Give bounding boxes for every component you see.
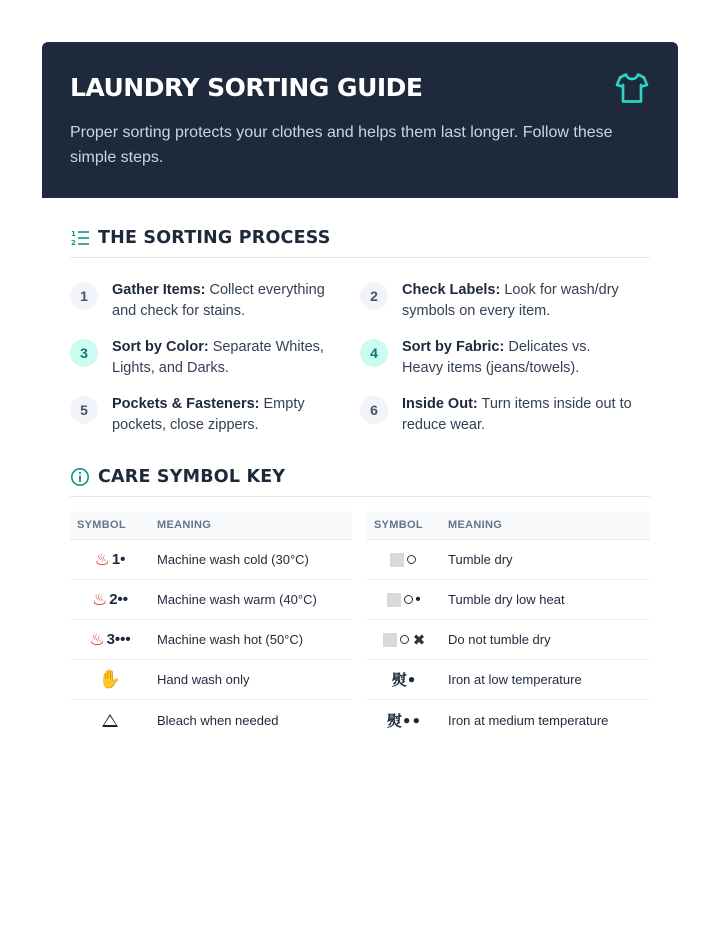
cross-icon: ✖	[412, 631, 426, 649]
wash-level: 1•	[111, 551, 126, 568]
symbol-meaning: Hand wash only	[157, 672, 250, 687]
step-number: 1	[70, 282, 98, 310]
numbered-list-icon	[70, 228, 90, 248]
tumble-dry-icon	[367, 631, 441, 649]
step-description: Collect everything and check for stains.	[112, 282, 325, 319]
table-header	[367, 511, 650, 540]
step-number: 2	[360, 282, 388, 310]
table-row	[367, 660, 650, 700]
column-header-meaning: MEANING	[448, 519, 503, 531]
symbol-meaning: Iron at medium temperature	[448, 712, 609, 728]
iron-icon: 熨••	[386, 711, 422, 730]
step-item	[360, 280, 650, 323]
step-label: Pockets & Fasteners:	[112, 396, 260, 412]
iron-icon: 熨•	[391, 671, 417, 689]
header-banner	[42, 42, 678, 198]
step-label: Inside Out:	[402, 396, 478, 412]
column-header-meaning: MEANING	[157, 519, 212, 531]
care-symbol-table-right	[367, 511, 650, 740]
wash-level: 3•••	[106, 631, 131, 648]
hand-icon: ✋	[98, 669, 122, 689]
step-description: Delicates vs. Heavy items (jeans/towels).	[402, 339, 591, 376]
step-number: 5	[70, 396, 98, 424]
step-number: 4	[360, 339, 388, 367]
step-label: Sort by Color:	[112, 339, 209, 355]
step-item	[360, 394, 650, 437]
table-row	[70, 580, 352, 620]
symbol-meaning: Tumble dry	[448, 552, 513, 567]
wash-level: 2••	[109, 591, 129, 608]
tumble-dry-icon: •	[367, 591, 441, 608]
table-row	[70, 540, 352, 580]
care-symbol-heading	[70, 457, 650, 497]
sorting-process-heading	[70, 218, 650, 258]
care-symbol-table-left	[70, 511, 352, 740]
wash-tub-icon: ♨	[89, 629, 105, 649]
table-row	[367, 580, 650, 620]
column-header-symbol: SYMBOL	[77, 519, 126, 531]
section-title: CARE SYMBOL KEY	[98, 466, 286, 487]
step-label: Sort by Fabric:	[402, 339, 505, 355]
svg-text:1: 1	[71, 229, 76, 238]
step-item	[70, 280, 360, 323]
symbol-meaning: Iron at low temperature	[448, 672, 582, 687]
wash-tub-icon: ♨	[94, 549, 110, 569]
step-label: Check Labels:	[402, 282, 501, 298]
section-title: THE SORTING PROCESS	[98, 227, 331, 248]
step-description: Empty pockets, close zippers.	[112, 396, 305, 433]
shirt-icon	[614, 70, 650, 106]
table-row	[70, 660, 352, 700]
table-row	[70, 620, 352, 660]
step-item	[70, 337, 360, 380]
triangle-icon	[102, 714, 118, 727]
table-row	[367, 620, 650, 660]
page-subtitle: Proper sorting protects your clothes and helps them last longer. Follow these simple steps.	[70, 124, 613, 166]
step-label: Gather Items:	[112, 282, 206, 298]
step-number: 3	[70, 339, 98, 367]
step-description: Look for wash/dry symbols on every item.	[402, 282, 619, 319]
step-item	[70, 394, 360, 437]
column-header-symbol: SYMBOL	[374, 519, 423, 531]
info-icon	[70, 467, 90, 487]
step-description: Turn items inside out to reduce wear.	[402, 396, 632, 433]
table-header	[70, 511, 352, 540]
steps-grid	[70, 280, 650, 437]
tumble-dry-icon	[367, 553, 441, 567]
svg-text:2: 2	[71, 238, 76, 247]
symbol-meaning: Machine wash warm (40°C)	[157, 592, 317, 607]
step-item	[360, 337, 650, 380]
step-description: Separate Whites, Lights, and Darks.	[112, 339, 324, 376]
wash-tub-icon: ♨	[91, 589, 108, 609]
table-row	[367, 540, 650, 580]
symbol-meaning: Do not tumble dry	[448, 632, 551, 647]
table-row	[70, 700, 352, 740]
step-number: 6	[360, 396, 388, 424]
page-title: LAUNDRY SORTING GUIDE	[70, 73, 423, 102]
symbol-meaning: Machine wash cold (30°C)	[157, 552, 309, 567]
symbol-meaning: Tumble dry low heat	[448, 592, 565, 607]
symbol-meaning: Bleach when needed	[157, 712, 279, 728]
symbol-meaning: Machine wash hot (50°C)	[157, 632, 304, 647]
table-row	[367, 700, 650, 740]
